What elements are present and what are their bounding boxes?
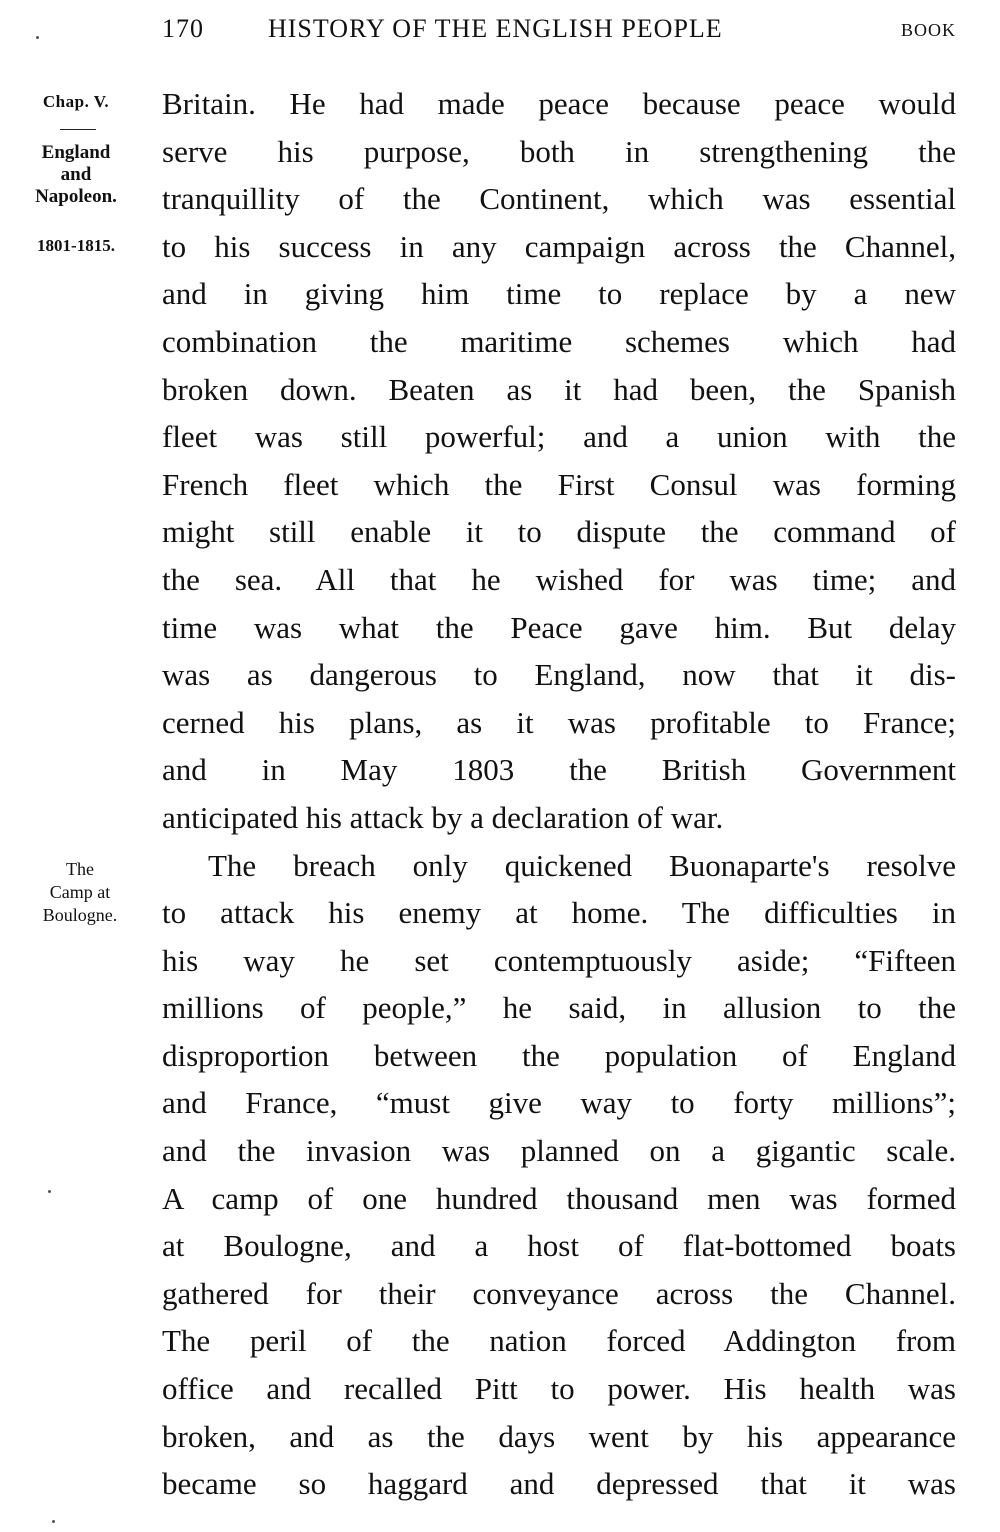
text-line: broken, and as the days went by his appearance [162, 1418, 956, 1454]
sidenote-camp-line: Boulogne. [42, 905, 118, 925]
text-line: might still enable it to dispute the command of [162, 514, 956, 550]
page-number: 170 [162, 14, 204, 43]
text-line: his way he set contemptuously aside; “Fifteen [162, 942, 956, 978]
sidenote-topic-line: and [60, 164, 92, 185]
scan-speck [52, 1520, 55, 1523]
scan-speck [48, 1190, 51, 1193]
text-line: millions of people,” he said, in allusion to the [162, 990, 956, 1026]
running-title: HISTORY OF THE ENGLISH PEOPLE [268, 14, 723, 43]
text-line: office and recalled Pitt to power. His health was [162, 1371, 956, 1407]
text-line: at Boulogne, and a host of flat-bottomed boats [162, 1228, 956, 1264]
text-line: The breach only quickened Buonaparte's resolve [208, 847, 956, 883]
text-line: fleet was still powerful; and a union with the [162, 419, 956, 455]
sidenote-camp-line: Camp at [49, 882, 111, 902]
text-line: Britain. He had made peace because peace would [162, 86, 956, 121]
text-line: broken down. Beaten as it had been, the Spanish [162, 371, 956, 407]
text-line: was as dangerous to England, now that it dis- [162, 657, 956, 693]
scan-speck [36, 36, 39, 39]
text-line: and in May 1803 the British Government [162, 752, 956, 788]
text-line: serve his purpose, both in strengthening the [162, 133, 956, 169]
sidenote-topic [14, 142, 138, 208]
text-line: and in giving him time to replace by a new [162, 276, 956, 312]
text-line: tranquillity of the Continent, which was essential [162, 181, 956, 217]
text-line: and France, “must give way to forty millions”; [162, 1085, 956, 1121]
text-line: French fleet which the First Consul was forming [162, 466, 956, 502]
sidenote-chapter: Chap. V. [42, 92, 110, 111]
text-line: the sea. All that he wished for was time; and [162, 561, 956, 597]
book-label: BOOK [900, 20, 956, 40]
sidenote-divider [60, 129, 96, 130]
text-line: combination the maritime schemes which had [162, 323, 956, 359]
page-header [162, 14, 956, 50]
sidenote-topic-line: England [41, 142, 111, 163]
text-line: and the invasion was planned on a gigantic scale. [162, 1133, 956, 1169]
sidenote-camp-line: The [66, 859, 94, 879]
text-line: became so haggard and depressed that it was [162, 1466, 956, 1502]
sidenote-topic-line: Napoleon. [35, 186, 117, 207]
text-line: anticipated his attack by a declaration of war. [162, 799, 724, 835]
text-line: The peril of the nation forced Addington from [162, 1323, 956, 1359]
text-line: disproportion between the population of England [162, 1037, 956, 1073]
text-line: cerned his plans, as it was profitable to France; [162, 704, 956, 740]
text-line: to attack his enemy at home. The difficulties in [162, 895, 956, 931]
text-line: gathered for their conveyance across the Channel. [162, 1275, 956, 1311]
body-text [162, 80, 956, 1508]
sidenote-dates: 1801-1815. [37, 236, 115, 255]
text-line: time was what the Peace gave him. But delay [162, 609, 956, 645]
text-line: A camp of one hundred thousand men was formed [162, 1180, 956, 1216]
text-line: to his success in any campaign across the Channel, [162, 228, 956, 264]
sidenote-camp [18, 858, 142, 927]
